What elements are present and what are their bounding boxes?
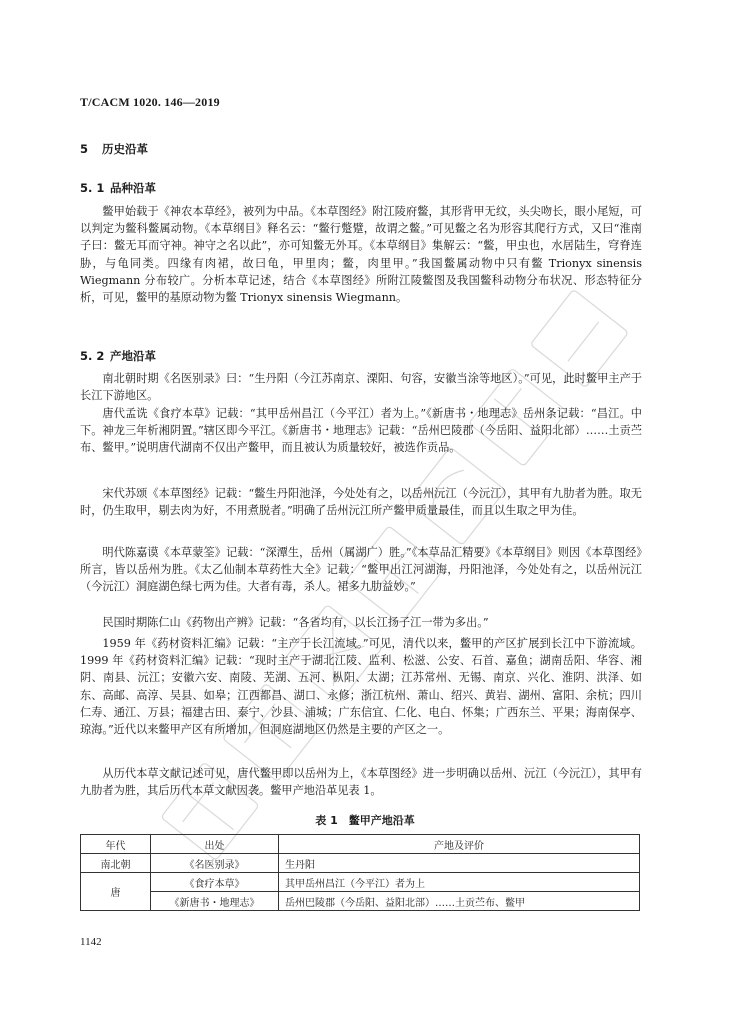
cell-era: 唐 bbox=[81, 873, 151, 911]
section-heading-5-1 bbox=[80, 180, 156, 196]
cell-source: 《食疗本草》 bbox=[151, 873, 279, 892]
cell-era: 南北朝 bbox=[81, 854, 151, 873]
paragraph-modern-era: 1959 年《药材资料汇编》记载：“主产于长江流域。”可见，清代以来，鳖甲的产区扩展到长江中下游流域。1999 年《药材资料汇编》记载：“现时主产于湖北江陵、监利、松滋、公安、石首、嘉鱼；湖南岳阳、华容、湘阴、南县、沅江；安徽六安、南陵、芜湖、五河、枞阳、太湖；江苏常州、无锡、南京、兴化、淮阴、洪泽、如东、高邮、高淳、吴县、如皋；江西都昌、湖口、永修；浙江杭州、萧山、绍兴、黄岩、湖州、富阳、余杭；四川仁寿、通江、万县；福建古田、泰宁、沙县、浦城；广东信宜、仁化、电白、怀集；广西东兰、平果；海南保亭、琼海。”近代以来鳖甲产区有所增加，但洞庭湖地区仍然是主要的产区之一。 bbox=[80, 637, 642, 737]
cell-origin: 岳州巴陵郡（今岳阳、益阳北部）……土贡苎布、鳖甲 bbox=[279, 892, 640, 911]
table-row bbox=[81, 854, 640, 873]
cell-origin: 生丹阳 bbox=[279, 854, 640, 873]
header-era: 年代 bbox=[81, 835, 151, 854]
paragraph-summary: 从历代本草文献记述可见，唐代鳖甲即以岳州为上，《本草图经》进一步明确以岳州、沅江（今沅江），其甲有九肋者为胜，其后历代本草文献因袭。鳖甲产地沿革见表 1。 bbox=[80, 767, 642, 798]
header-source: 出处 bbox=[151, 835, 279, 854]
paragraph-republic-era: 民国时期陈仁山《药物出产辨》记载：“各省均有，以长江扬子江一带为多出。” bbox=[102, 616, 489, 629]
table-row bbox=[81, 873, 640, 892]
header-origin: 产地及评价 bbox=[279, 835, 640, 854]
origin-history-table bbox=[80, 834, 640, 911]
section-title: 品种沿革 bbox=[110, 181, 156, 195]
section-title: 历史沿革 bbox=[102, 142, 148, 156]
table-header-row bbox=[81, 835, 640, 854]
section-number: 5. 2 bbox=[80, 349, 105, 363]
standard-code: T/CACM 1020. 146—2019 bbox=[80, 95, 220, 109]
paragraph-tang-dynasty: 唐代孟诜《食疗本草》记载：“其甲岳州昌江（今平江）者为上。”《新唐书・地理志》岳州条记载：“昌江。中下。神龙三年析湘阴置。”辖区即今平江。《新唐书・地理志》记载：“岳州巴陵郡（今岳阳、益阳北部）……土贡苎布、鳖甲。”说明唐代湖南不仅出产鳖甲，而且被认为质量较好，被选作贡品。 bbox=[80, 407, 642, 455]
paragraph-song-dynasty: 宋代苏颂《本草图经》记载：“鳖生丹阳池泽，今处处有之，以岳州沅江（今沅江），其甲有九肋者为胜。取无时，仍生取甲，剔去肉为好，不用煮脱者。”明确了岳州沅江所产鳖甲质量最佳，而且以生取之甲为佳。 bbox=[80, 487, 642, 518]
paragraph-ming-dynasty: 明代陈嘉谟《本草蒙筌》记载：“深潭生，岳州（属湖广）胜。”《本草品汇精要》《本草纲目》则因《本草图经》所言，皆以岳州为胜。《太乙仙制本草药性大全》记载：“鳖甲出江河湖海，丹阳池泽，今处处有之，以岳州沅江（今沅江）洞庭湖色绿七两为佳。大者有毒，杀人。裙多九肋益妙。” bbox=[80, 546, 642, 594]
section-title: 产地沿革 bbox=[110, 349, 156, 363]
table-title: 表 1 鳖甲产地沿革 bbox=[315, 814, 415, 827]
section-number: 5. 1 bbox=[80, 181, 105, 195]
section-heading-5 bbox=[80, 141, 148, 157]
cell-source: 《新唐书・地理志》 bbox=[151, 892, 279, 911]
paragraph-southern-northern-dynasties: 南北朝时期《名医别录》曰：“生丹阳（今江苏南京、溧阳、句容，安徽当涂等地区）。”可见，此时鳖甲主产于长江下游地区。 bbox=[80, 372, 642, 403]
paragraph-variety-history: 鳖甲始载于《神农本草经》，被列为中品。《本草图经》附江陵府鳖，其形背甲无纹，头尖吻长，眼小尾短，可以判定为鳖科鳖属动物。《本草纲目》释名云：“鳖行蹩躄，故谓之鳖。”可见鳖之名为形容其爬行方式，又曰“淮南子曰：鳖无耳而守神。神守之名以此”，亦可知鳖无外耳。《本草纲目》集解云：“鳖，甲虫也，水居陆生，穹脊连胁，与龟同类。四缘有肉裙，故曰龟，甲里肉；鳖，肉里甲。”我国鳖属动物中只有鳖 Trionyx sinensis Wiegmann 分布较广。分析本草记述，结合《本草图经》所附江陵鳖图及我国鳖科动物分布状况、形态特征分析，可见，鳖甲的基原动物为鳖 Trionyx sinensis Wiegmann。 bbox=[80, 205, 642, 305]
section-number: 5 bbox=[80, 142, 89, 156]
cell-origin: 其甲岳州昌江（今平江）者为上 bbox=[279, 873, 640, 892]
cell-source: 《名医别录》 bbox=[151, 854, 279, 873]
section-heading-5-2 bbox=[80, 348, 156, 364]
table-row bbox=[81, 892, 640, 911]
page-number: 1142 bbox=[80, 936, 102, 948]
